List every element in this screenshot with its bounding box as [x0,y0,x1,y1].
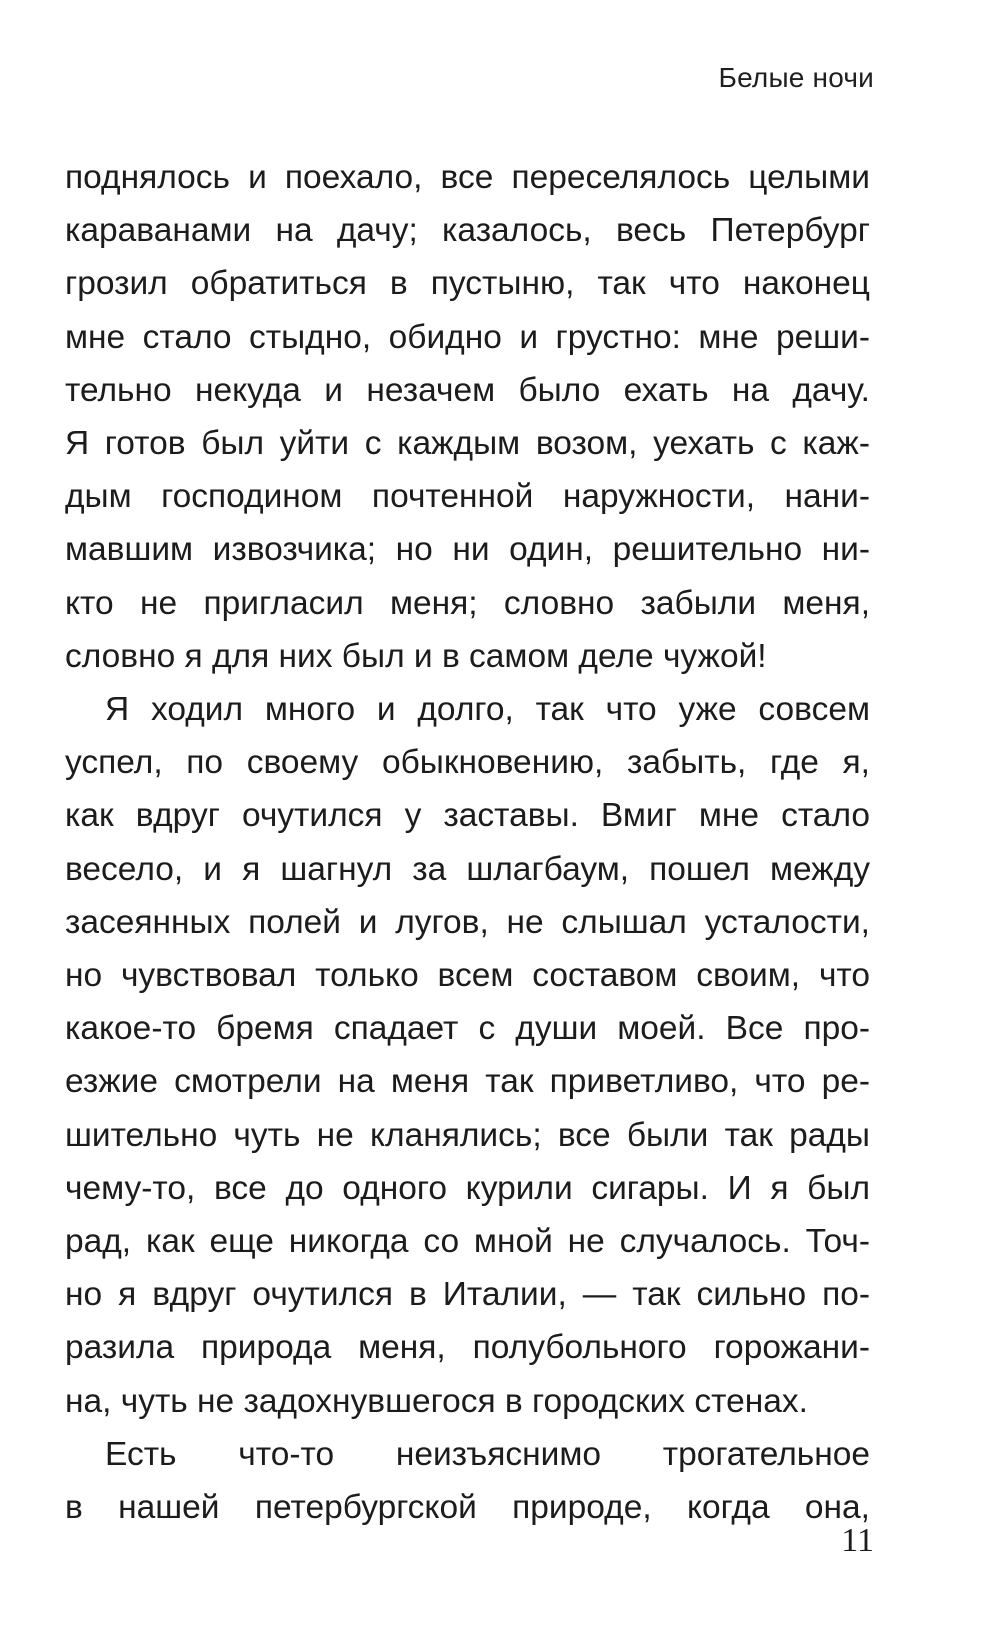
text-line: засеянных полей и лугов, не слышал усталости, [65,903,870,941]
running-header: Белые ночи [718,62,874,93]
text-line: поднялось и поехало, все переселялось целыми [65,159,870,196]
text-line: рад, как еще никогда со мной не случалось. Точ- [65,1223,870,1261]
text-line: дым господином почтенной наружности, нани- [65,478,870,516]
text-line: кто не пригласил меня; словно забыли меня, [65,584,870,622]
paragraph-1 [65,151,870,683]
body-text [65,151,870,1534]
text-line: успел, по своему обыкновению, забыть, где я, [65,744,870,782]
text-line: езжие смотрели на меня так приветливо, что ре- [65,1063,870,1101]
text-line: Есть что-то неизъяснимо трогательное [105,1435,870,1473]
text-line: мне стало стыдно, обидно и грустно: мне реши- [65,318,870,356]
paragraph-2 [65,683,870,1428]
text-line: какое-то бремя спадает с души моей. Все про- [65,1010,870,1048]
text-line: чему-то, все до одного курили сигары. И я был [65,1169,870,1207]
paragraph-3 [65,1428,870,1534]
text-line: тельно некуда и незачем было ехать на дачу. [65,371,870,409]
text-line: но чувствовал только всем составом своим, что [65,957,870,995]
text-line: словно я для них был и в самом деле чужой! [65,637,767,675]
page-number: 11 [841,1522,874,1559]
text-line: мавшим извозчика; но ни один, решительно ни- [65,531,870,569]
text-line: разила природа меня, полубольного горожани- [65,1329,870,1367]
text-line: в нашей петербургской природе, когда она, [65,1489,870,1527]
text-line: но я вдруг очутился в Италии, — так сильно по- [65,1276,870,1314]
text-line: Я готов был уйти с каждым возом, уехать с каж- [65,425,870,463]
text-line: как вдруг очутился у заставы. Вмиг мне стало [65,797,870,835]
text-line: караванами на дачу; казалось, весь Петербург [65,212,870,250]
text-line: Я ходил много и долго, так что уже совсем [105,691,870,729]
text-line: шительно чуть не кланялись; все были так рады [65,1116,870,1154]
text-line: на, чуть не задохнувшегося в городских стенах. [65,1382,808,1420]
text-line: весело, и я шагнул за шлагбаум, пошел между [65,850,870,888]
text-line: грозил обратиться в пустыню, так что наконец [65,265,870,303]
